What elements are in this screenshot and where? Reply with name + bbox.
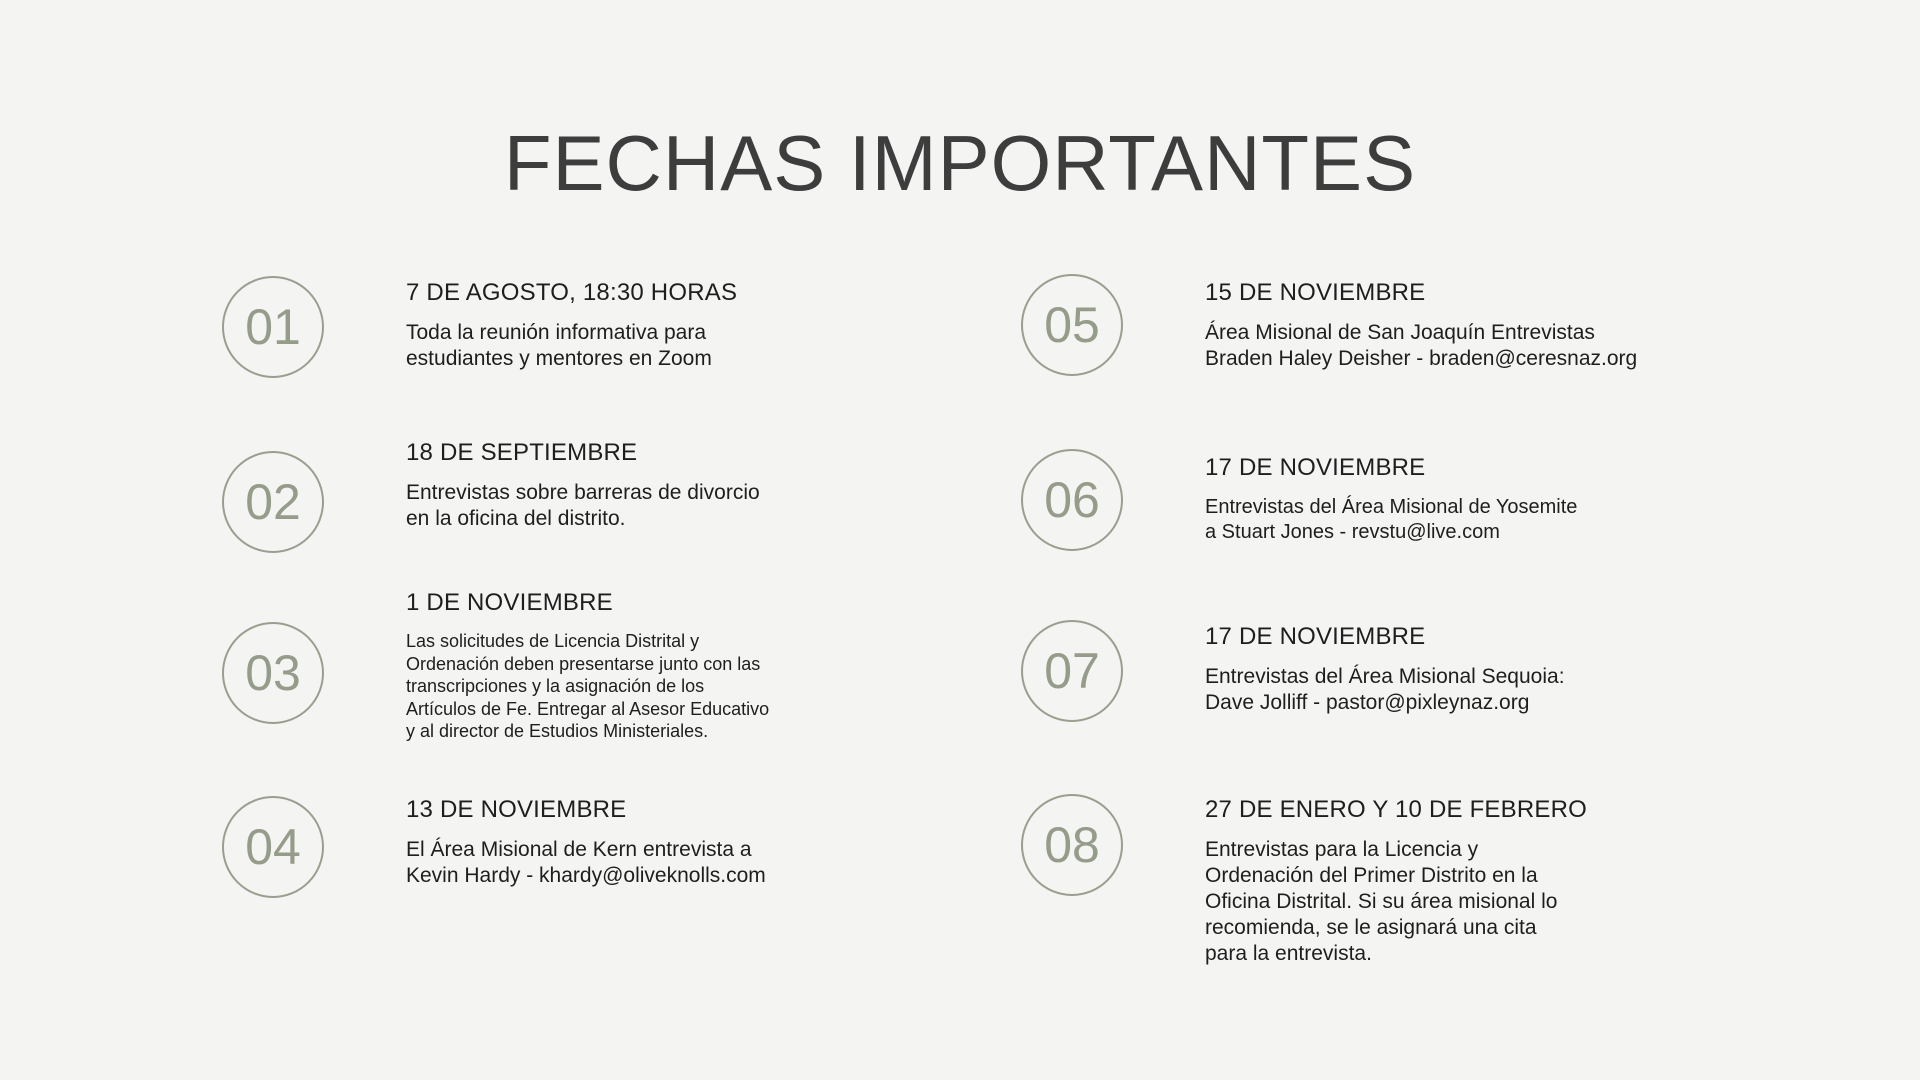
number-circle: 07: [1021, 620, 1123, 722]
number-circle: 08: [1021, 794, 1123, 896]
number-circle: 01: [222, 276, 324, 378]
item-date: 15 DE NOVIEMBRE: [1205, 279, 1426, 306]
item-date: 18 DE SEPTIEMBRE: [406, 439, 638, 466]
item-description: Las solicitudes de Licencia Distrital y Ordenación deben presentarse junto con las transcripciones y la asignación de los Artículos de Fe. Entregar al Asesor Educativo y al director de Estudios Ministeriales.: [406, 631, 770, 741]
item-description: Entrevistas del Área Misional Sequoia: Dave Jolliff - pastor@pixleynaz.org: [1205, 665, 1565, 714]
number-circle: 06: [1021, 449, 1123, 551]
item-date: 17 DE NOVIEMBRE: [1205, 454, 1426, 481]
item-description: Toda la reunión informativa para estudiantes y mentores en Zoom: [406, 321, 712, 370]
item-date: 27 DE ENERO Y 10 DE FEBRERO: [1205, 796, 1587, 823]
number-circle: 02: [222, 451, 324, 553]
item-description: Área Misional de San Joaquín Entrevistas Braden Haley Deisher - braden@ceresnaz.org: [1205, 321, 1638, 370]
item-description: Entrevistas para la Licencia y Ordenación del Primer Distrito en la Oficina Distrital. Si su área misional lo recomienda, se le asignará una cita para la entrevista.: [1205, 838, 1558, 965]
number-circle: 05: [1021, 274, 1123, 376]
item-date: 13 DE NOVIEMBRE: [406, 796, 627, 823]
item-date: 1 DE NOVIEMBRE: [406, 589, 613, 616]
item-date: 17 DE NOVIEMBRE: [1205, 623, 1426, 650]
page-title: FECHAS IMPORTANTES: [503, 119, 1417, 207]
item-description: Entrevistas del Área Misional de Yosemite a Stuart Jones - revstu@live.com: [1205, 496, 1578, 543]
item-date: 7 DE AGOSTO, 18:30 HORAS: [406, 279, 738, 306]
number-circle: 04: [222, 796, 324, 898]
number-circle: 03: [222, 622, 324, 724]
item-description: Entrevistas sobre barreras de divorcio en la oficina del distrito.: [406, 481, 760, 530]
item-description: El Área Misional de Kern entrevista a Kevin Hardy - khardy@oliveknolls.com: [406, 838, 766, 887]
